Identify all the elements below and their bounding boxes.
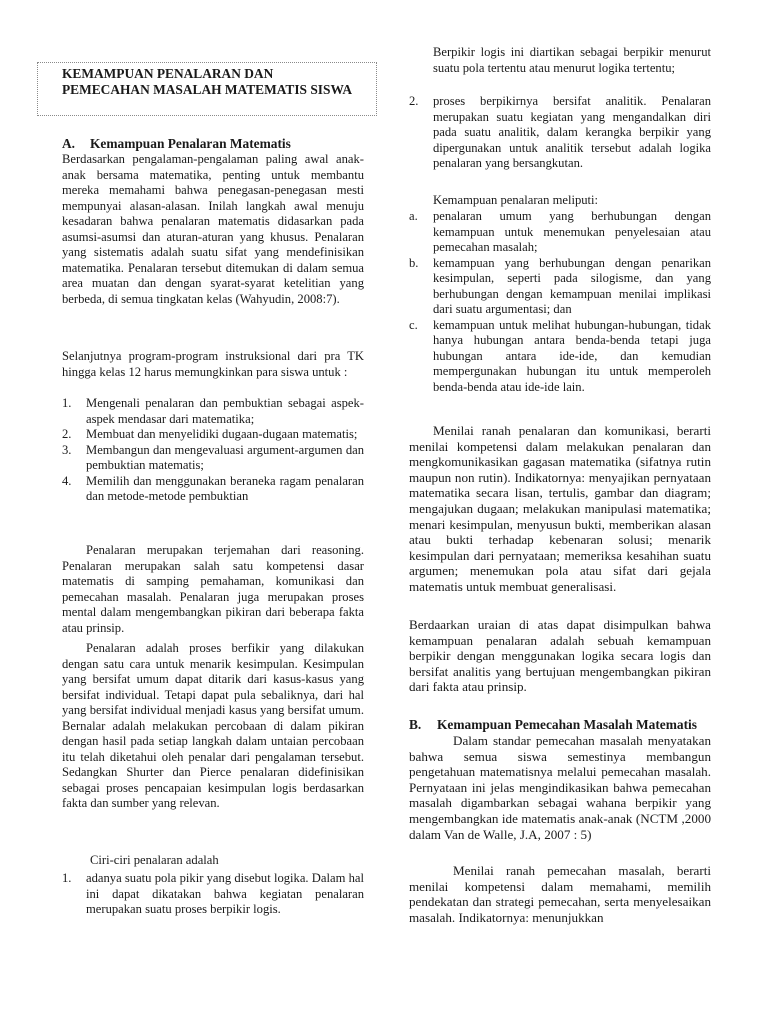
list-letter: c. xyxy=(409,317,418,332)
section-a-title: Kemampuan Penalaran Matematis xyxy=(90,136,291,151)
list-number: 1. xyxy=(62,396,72,410)
list-item xyxy=(409,94,711,172)
section-b-paragraph-2: Menilai ranah pemecahan masalah, berarti menilai kompetensi dalam memahami, memilih pendekatan dan strategi pemecahan, serta menyelesaikan masalah. Indikatornya: menunjukkan xyxy=(409,863,711,925)
list-text: Memilih dan menggunakan beraneka ragam penalaran dan metode-metode pembuktian xyxy=(86,473,364,504)
list-number: 1. xyxy=(62,871,72,885)
list-item xyxy=(62,427,364,443)
list-text: Membangun dan mengevaluasi argument-argumen dan pembuktian matematis; xyxy=(86,442,364,473)
list-text: kemampuan untuk melihat hubungan-hubungan, tidak hanya hubungan antara benda-benda tetapi juga hubungan antara ide-ide, dan kemudian mempergunakan hubungan itu untuk memperoleh benda-benda atau ide-ide lain. xyxy=(433,317,711,395)
list-item xyxy=(409,209,711,256)
list-text: penalaran umum yang berhubungan dengan kemampuan untuk menemukan penyelesaian atau pemecahan masalah; xyxy=(433,209,711,255)
list-item xyxy=(62,443,364,474)
section-b-label: B. xyxy=(409,717,422,732)
list-text: Mengenali penalaran dan pembuktian sebagai aspek-aspek mendasar dari matematika; xyxy=(86,396,364,426)
list-text: proses berpikirnya bersifat analitik. Penalaran merupakan suatu kegiatan yang mengandalkan diri pada suatu analitik, dalam kerangka berpikir yang dipergunakan untuk analitik tersebut adalah logika penalaran yang bersangkutan. xyxy=(433,94,711,171)
list-number: 4. xyxy=(62,473,72,488)
section-a-paragraph-1: Berdasarkan pengalaman-pengalaman paling awal anak-anak bersama matematika, penting untuk membantu mereka memahami bahwa penegasan-penegasan mesti mempunyai alasan-alasan. Inilah langkah awal menuju kesadaran bahwa penalaran matematis didasarkan pada asumsi-asumsi dan aturan-aturan yang khusus. Penalaran yang sistematis adalah suatu sifat yang mendefinisikan matematika. Penalaran tersebut ditemukan di dalam semua area muatan dan dengan syarat-syarat ketelitian yang berbeda, di semua tingkatan kelas (Wahyudin, 2008:7). xyxy=(62,152,364,306)
reasoning-goals-list xyxy=(62,396,364,505)
section-b-title: Kemampuan Pemecahan Masalah Matematis xyxy=(437,717,697,732)
list-item xyxy=(62,871,364,918)
list-item xyxy=(409,256,711,318)
section-a-label: A. xyxy=(62,136,76,151)
section-a-paragraph-5: Menilai ranah penalaran dan komunikasi, berarti menilai kompetensi dalam melakukan penalaran dan mengkomunikasikan gagasan matematika (sifatnya rutin maupun non rutin). Indikatornya: menyajikan pernyataan matematika secara lisan, tertulis, gambar dan diagram; mengajukan dugaan; melakukan manipulasi matematika; menari kesimpulan, menyusun bukti, memberikan alasan atau bukti terhadap kebenaran solusi; menarik kesimpulan dari pernyataan; memeriksa kesahihan suatu argumen; menemukan pola atau sifat dari gejala matematis untuk membuat generalisasi. xyxy=(409,423,711,594)
section-a-heading xyxy=(62,135,372,152)
list-letter: a. xyxy=(409,209,418,223)
ciri-list xyxy=(62,871,364,918)
meliputi-list xyxy=(409,209,711,396)
list-text: adanya suatu pola pikir yang disebut logika. Dalam hal ini dapat dikatakan bahwa kegiatan penalaran merupakan suatu proses berpikir logis. xyxy=(86,871,364,917)
ciri-list-continued xyxy=(409,94,711,172)
list-item xyxy=(62,474,364,505)
section-b-heading xyxy=(409,716,719,733)
section-a-paragraph-6: Berdaarkan uraian di atas dapat disimpulkan bahwa kemampuan penalaran adalah sebuah kemampuan berpikir dengan menggunakan logika secara logis dan bersifat analitis yang bertujuan mengembangkan pikiran dari fakta atau prinsip. xyxy=(409,617,711,695)
document-title: KEMAMPUAN PENALARAN DAN PEMECAHAN MASALAH MATEMATIS SISWA xyxy=(62,66,353,97)
list-letter: b. xyxy=(409,255,419,270)
meliputi-intro: Kemampuan penalaran meliputi: xyxy=(433,193,599,207)
section-a-paragraph-3: Penalaran merupakan terjemahan dari reasoning. Penalaran merupakan salah satu kompetensi dasar matematis di samping pemahaman, komunikasi dan pemecahan masalah. Penalaran juga merupakan proses mental dalam mengembangkan pikiran dari beberapa fakta atau prinsip. xyxy=(62,543,364,635)
ciri-intro: Ciri-ciri penalaran adalah xyxy=(90,853,219,867)
list-number: 3. xyxy=(62,442,72,457)
list-item xyxy=(62,396,364,427)
list-text: kemampuan yang berhubungan dengan penarikan kesimpulan, seperti pada silogisme, dan yang berhubungan dengan kemampuan menilai implikasi dari suatu argumentasi; dan xyxy=(433,255,711,317)
list-number: 2. xyxy=(409,94,419,108)
list-number: 2. xyxy=(62,427,72,442)
list-text: Membuat dan menyelidiki dugaan-dugaan matematis; xyxy=(86,427,358,442)
section-a-paragraph-2: Selanjutnya program-program instruksional dari pra TK hingga kelas 12 harus memungkinkan para siswa untuk : xyxy=(62,349,364,379)
ciri-item-1-continued: Berpikir logis ini diartikan sebagai berpikir menurut suatu pola tertentu atau menurut logika tertentu; xyxy=(433,45,711,75)
list-item xyxy=(409,318,711,396)
section-a-paragraph-4: Penalaran adalah proses berfikir yang dilakukan dengan satu cara untuk menarik kesimpulan. Kesimpulan yang bersifat umum dapat ditarik dari kasus-kasus yang bersifat individual. Tetapi dapat pula sebaliknya, dari hal yang bersifat individual menjadi kasus yang bersifat umum. Bernalar adalah melakukan percobaan di dalam pikiran dengan hasil pada setiap langkah dalam untaian percobaan itu telah diketahui oleh penalar dari pengalaman tersebut. Sedangkan Shurter dan Pierce penalaran didefinisikan sebagai proses pencapaian kesimpulan logis berdasarkan fakta dan sumber yang relevan. xyxy=(62,641,364,811)
section-b-paragraph-1: Dalam standar pemecahan masalah menyatakan bahwa semua siswa semestinya membangun pengetahuan matematisnya melalui pemecahan masalah. Pernyataan ini jelas mengindikasikan bahwa pemecahan masalah digambarkan sebagai wahana berpikir yang mengembangkan ide matematis anak-anak (NCTM ,2000 dalam Van de Walle, J.A, 2007 : 5) xyxy=(409,733,711,842)
